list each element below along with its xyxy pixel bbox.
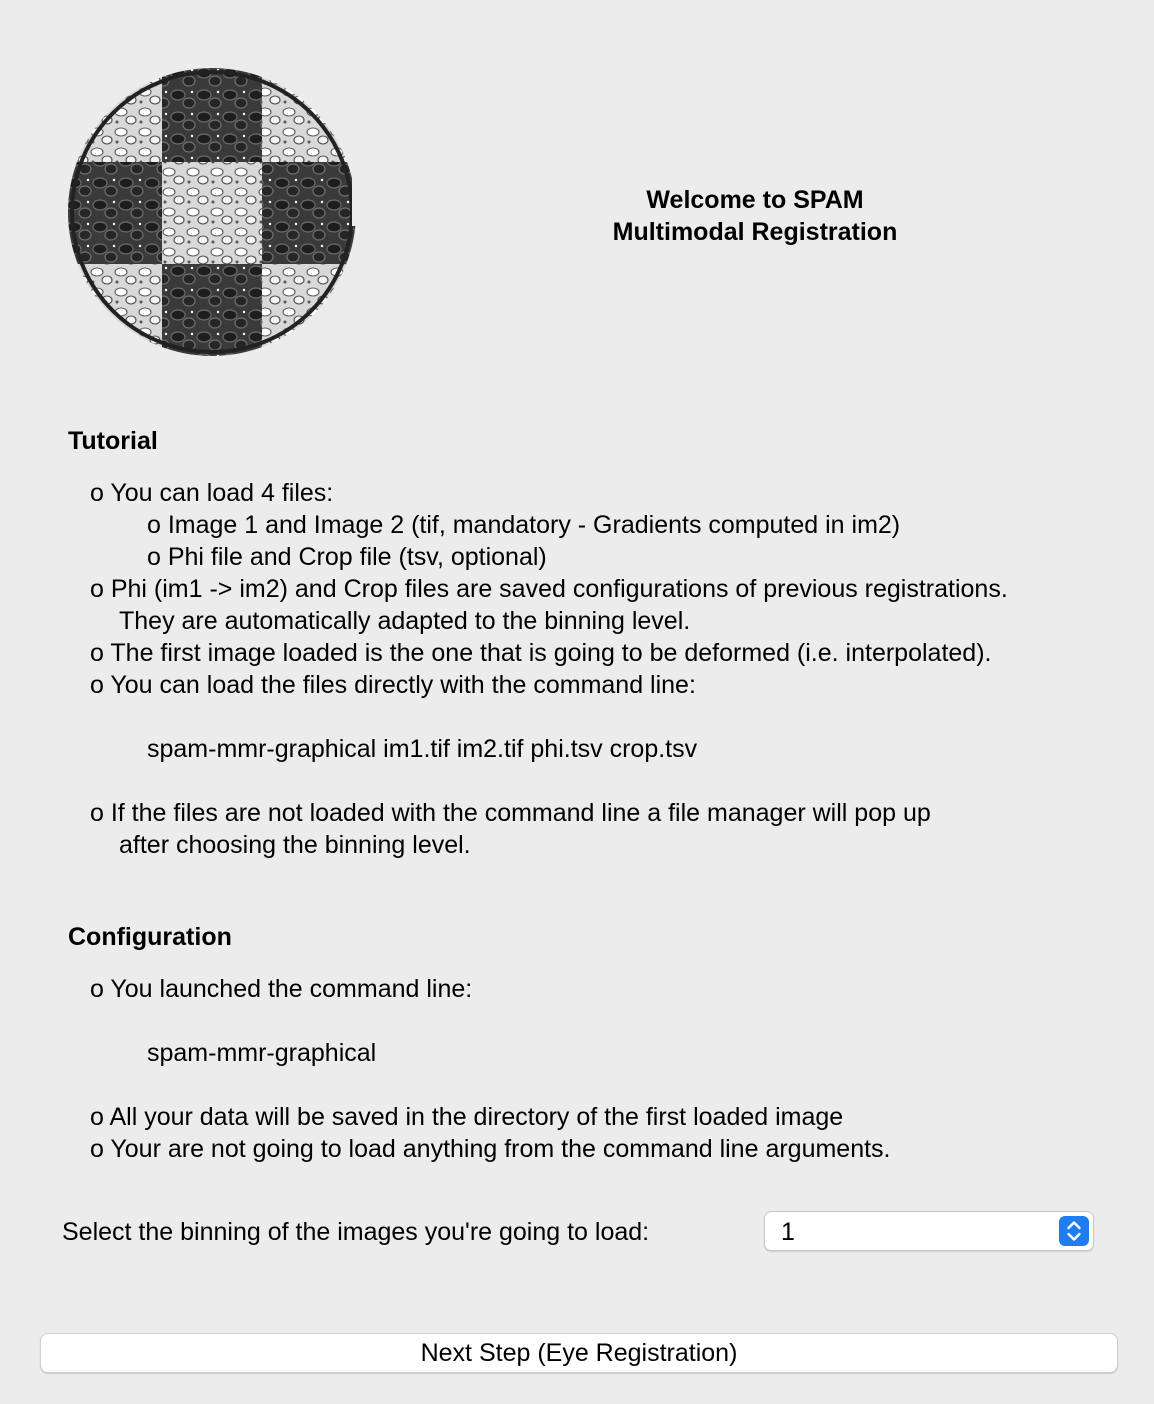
tutorial-line: o Image 1 and Image 2 (tif, mandatory - Gradients computed in im2): [147, 511, 901, 539]
configuration-line: o All your data will be saved in the directory of the first loaded image: [90, 1103, 844, 1131]
next-step-button[interactable]: Next Step (Eye Registration): [40, 1333, 1118, 1373]
tutorial-heading: Tutorial: [68, 427, 158, 455]
configuration-line: o Your are not going to load anything from the command line arguments.: [90, 1135, 891, 1163]
binning-select-value: 1: [781, 1218, 795, 1246]
welcome-title-line1: Welcome to SPAM: [646, 186, 864, 214]
configuration-heading: Configuration: [68, 923, 232, 951]
spam-checkerboard-logo-icon: [66, 66, 358, 358]
tutorial-line: o Phi file and Crop file (tsv, optional): [147, 543, 547, 571]
tutorial-line: o If the files are not loaded with the command line a file manager will pop up: [90, 799, 931, 827]
welcome-title-line2: Multimodal Registration: [612, 218, 898, 246]
tutorial-line: o The first image loaded is the one that is going to be deformed (i.e. interpolated).: [90, 639, 992, 667]
tutorial-line: o You can load 4 files:: [90, 479, 334, 507]
tutorial-line: after choosing the binning level.: [119, 831, 471, 859]
configuration-command: spam-mmr-graphical: [147, 1039, 377, 1067]
tutorial-line: They are automatically adapted to the binning level.: [119, 607, 691, 635]
tutorial-line: o You can load the files directly with the command line:: [90, 671, 696, 699]
welcome-title: [560, 184, 950, 248]
configuration-line: o You launched the command line:: [90, 975, 473, 1003]
binning-label: Select the binning of the images you're going to load:: [62, 1218, 650, 1246]
binning-select[interactable]: [764, 1211, 1094, 1251]
tutorial-line: o Phi (im1 -> im2) and Crop files are saved configurations of previous registrations.: [90, 575, 1008, 603]
tutorial-command-example: spam-mmr-graphical im1.tif im2.tif phi.tsv crop.tsv: [147, 735, 698, 763]
up-down-chevron-icon: [1059, 1216, 1089, 1246]
